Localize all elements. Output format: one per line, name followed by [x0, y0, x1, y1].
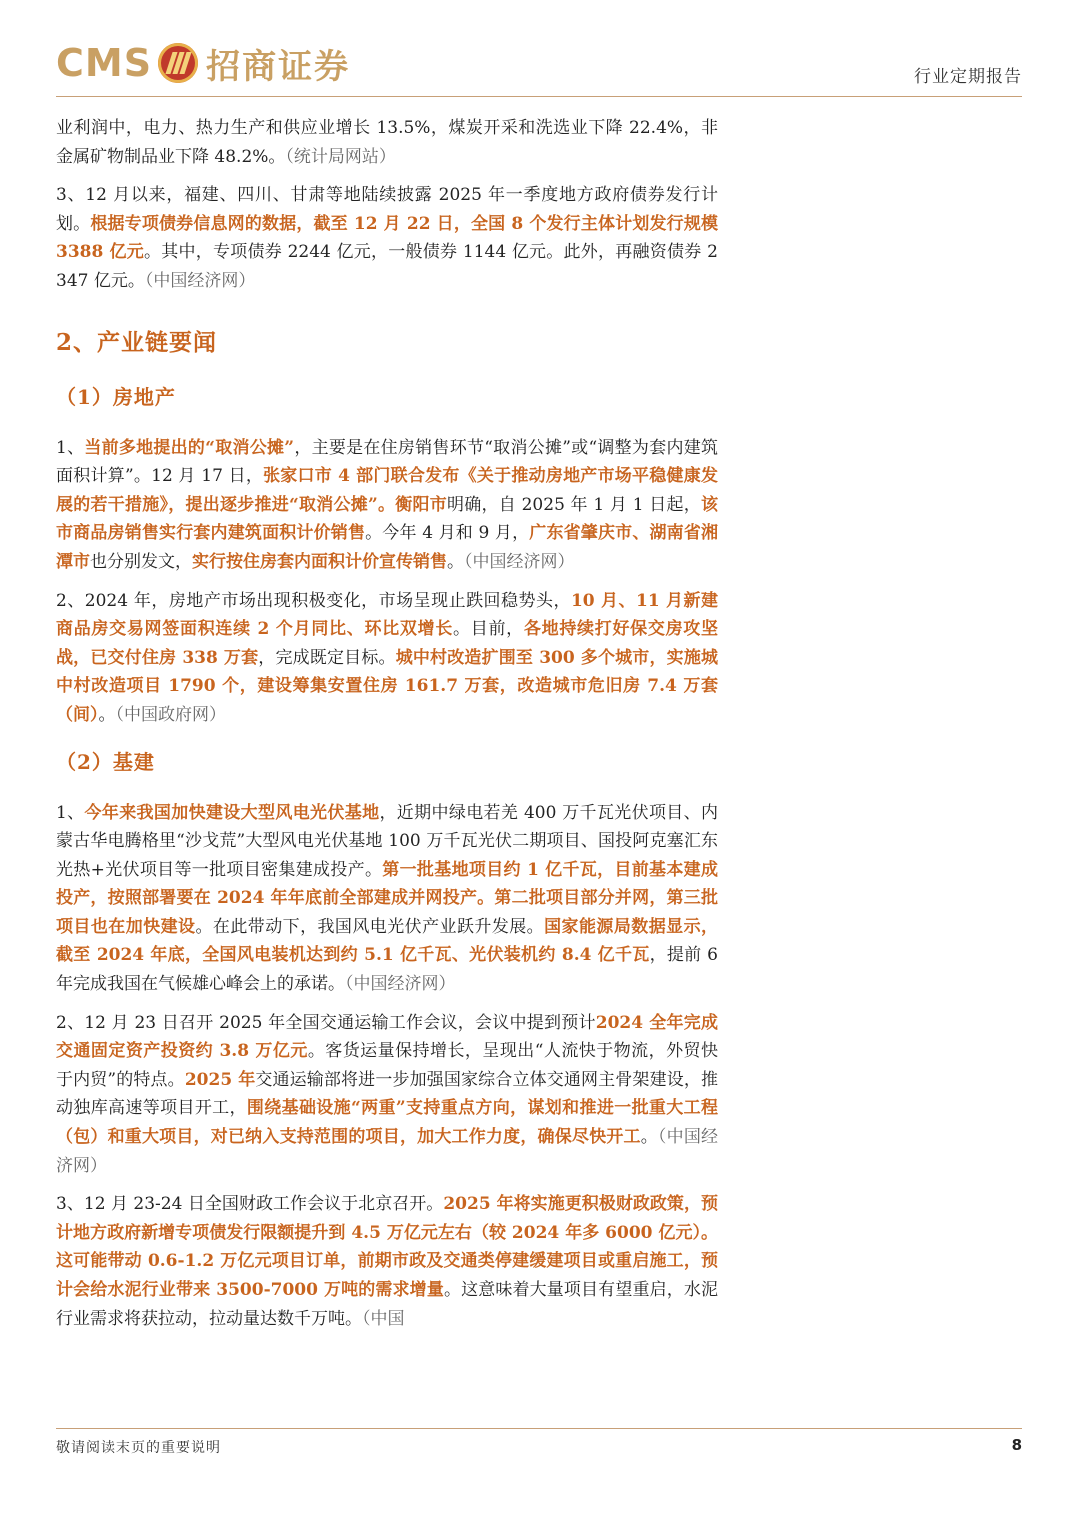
paragraph-profit: 业利润中，电力、热力生产和供应业增长 13.5%，煤炭开采和洗选业下降 22.4%，非金属矿物制品业下降 48.2%。（统计局网站）	[56, 118, 718, 167]
subsection-title-real-estate: （1）房地产	[56, 384, 176, 409]
paragraph-fiscal: 3、12 月 23-24 日全国财政工作会议于北京召开。2025 年将实施更积极财政政策，预计地方政府新增专项债发行限额提升到 4.5 万亿元左右（较 2024 年多 6000 亿元）。这可能带动 0.6-1.2 万亿元项目订单，前期市政及交通类停建缓建项目或重启施工，预计会给水泥行业带来 3500-7000 万吨的需求增量。这意味着大量项目有望重启，水泥行业需求将获拉动，拉动量达数千万吨。（中国	[56, 1194, 718, 1329]
source-note: （中国	[362, 1308, 405, 1329]
paragraph-housing-market: 2、2024 年，房地产市场出现积极变化，市场呈现止跌回稳势头，10 月、11 月新建商品房交易网签面积连续 2 个月同比、环比双增长。目前，各地持续打好保交房攻坚战，已交付住房 338 万套，完成既定目标。城中村改造扩围至 300 多个城市，实施城中村改造项目 1790 个，建设筹集安置住房 161.7 万套，改造城市危旧房 7.4 万套（间）。（中国政府网）	[56, 590, 719, 725]
page-footer	[56, 1428, 1022, 1459]
main-content	[56, 114, 718, 1343]
source-note: （统计局网站）	[285, 146, 396, 167]
cms-logo	[56, 38, 350, 88]
source-note: （中国经济网）	[144, 270, 256, 291]
paragraph-transport: 2、12 月 23 日召开 2025 年全国交通运输工作会议，会议中提到预计2024 全年完成交通固定资产投资约 3.8 万亿元。客货运量保持增长，呈现出“人流快于物流，外贸快于内贸”的特点。2025 年交通运输部将进一步加强国家综合立体交通网主骨架建设，推动独库高速等项目开工，围绕基础设施“两重”支持重点方向，谋划和推进一批重大工程（包）和重大项目，对已纳入支持范围的项目，加大工作力度，确保尽快开工。（中国经济网）	[56, 1012, 719, 1176]
paragraph-cancel-shared-area: 1、当前多地提出的“取消公摊”，主要是在住房销售环节“取消公摊”或“调整为套内建筑面积计算”。12 月 17 日，张家口市 4 部门联合发布《关于推动房地产市场平稳健康发展的若干措施》，提出逐步推进“取消公摊”。衡阳市明确，自 2025 年 1 月 1 日起，该市商品房销售实行套内建筑面积计价销售。今年 4 月和 9 月，广东省肇庆市、湖南省湘潭市也分别发文，实行按住房套内面积计价宣传销售。（中国经济网）	[56, 437, 719, 572]
logo-emblem-icon	[158, 43, 198, 83]
page-header	[56, 38, 1022, 97]
report-type: 行业定期报告	[914, 67, 1022, 87]
source-note: （中国政府网）	[115, 704, 226, 725]
subsection-title-infrastructure: （2）基建	[56, 749, 155, 774]
section-title-industry-news: 2、产业链要闻	[56, 328, 218, 356]
paragraph-wind-solar: 1、今年来我国加快建设大型风电光伏基地，近期中绿电若羌 400 万千瓦光伏项目、内蒙古华电腾格里“沙戈荒”大型风电光伏基地 100 万千瓦光伏二期项目、国投阿克塞汇东光热+光伏项目等一批项目密集建成投产。第一批基地项目约 1 亿千瓦，目前基本建成投产，按照部署要在 2024 年年底前全部建成并网投产。第二批项目部分并网，第三批项目也在加快建设。在此带动下，我国风电光伏产业跃升发展。国家能源局数据显示，截至 2024 年底，全国风电装机达到约 5.1 亿千瓦、光伏装机约 8.4 亿千瓦，提前 6 年完成我国在气候雄心峰会上的承诺。（中国经济网）	[56, 802, 719, 995]
source-note: （中国经济网）	[56, 1127, 719, 1176]
source-note: （中国经济网）	[464, 551, 575, 572]
page-number: 8	[1011, 1436, 1022, 1454]
source-note: （中国经济网）	[345, 974, 456, 995]
logo-latin: CMS	[56, 41, 153, 85]
paragraph-bond-plan: 3、12 月以来，福建、四川、甘肃等地陆续披露 2025 年一季度地方政府债券发行计划。根据专项债券信息网的数据，截至 12 月 22 日，全国 8 个发行主体计划发行规模 3388 亿元。其中，专项债券 2244 亿元，一般债券 1144 亿元。此外，再融资债券 2347 亿元。（中国经济网）	[56, 185, 719, 291]
logo-chinese: 招商证券	[206, 46, 351, 87]
disclaimer-note: 敬请阅读末页的重要说明	[56, 1440, 221, 1456]
